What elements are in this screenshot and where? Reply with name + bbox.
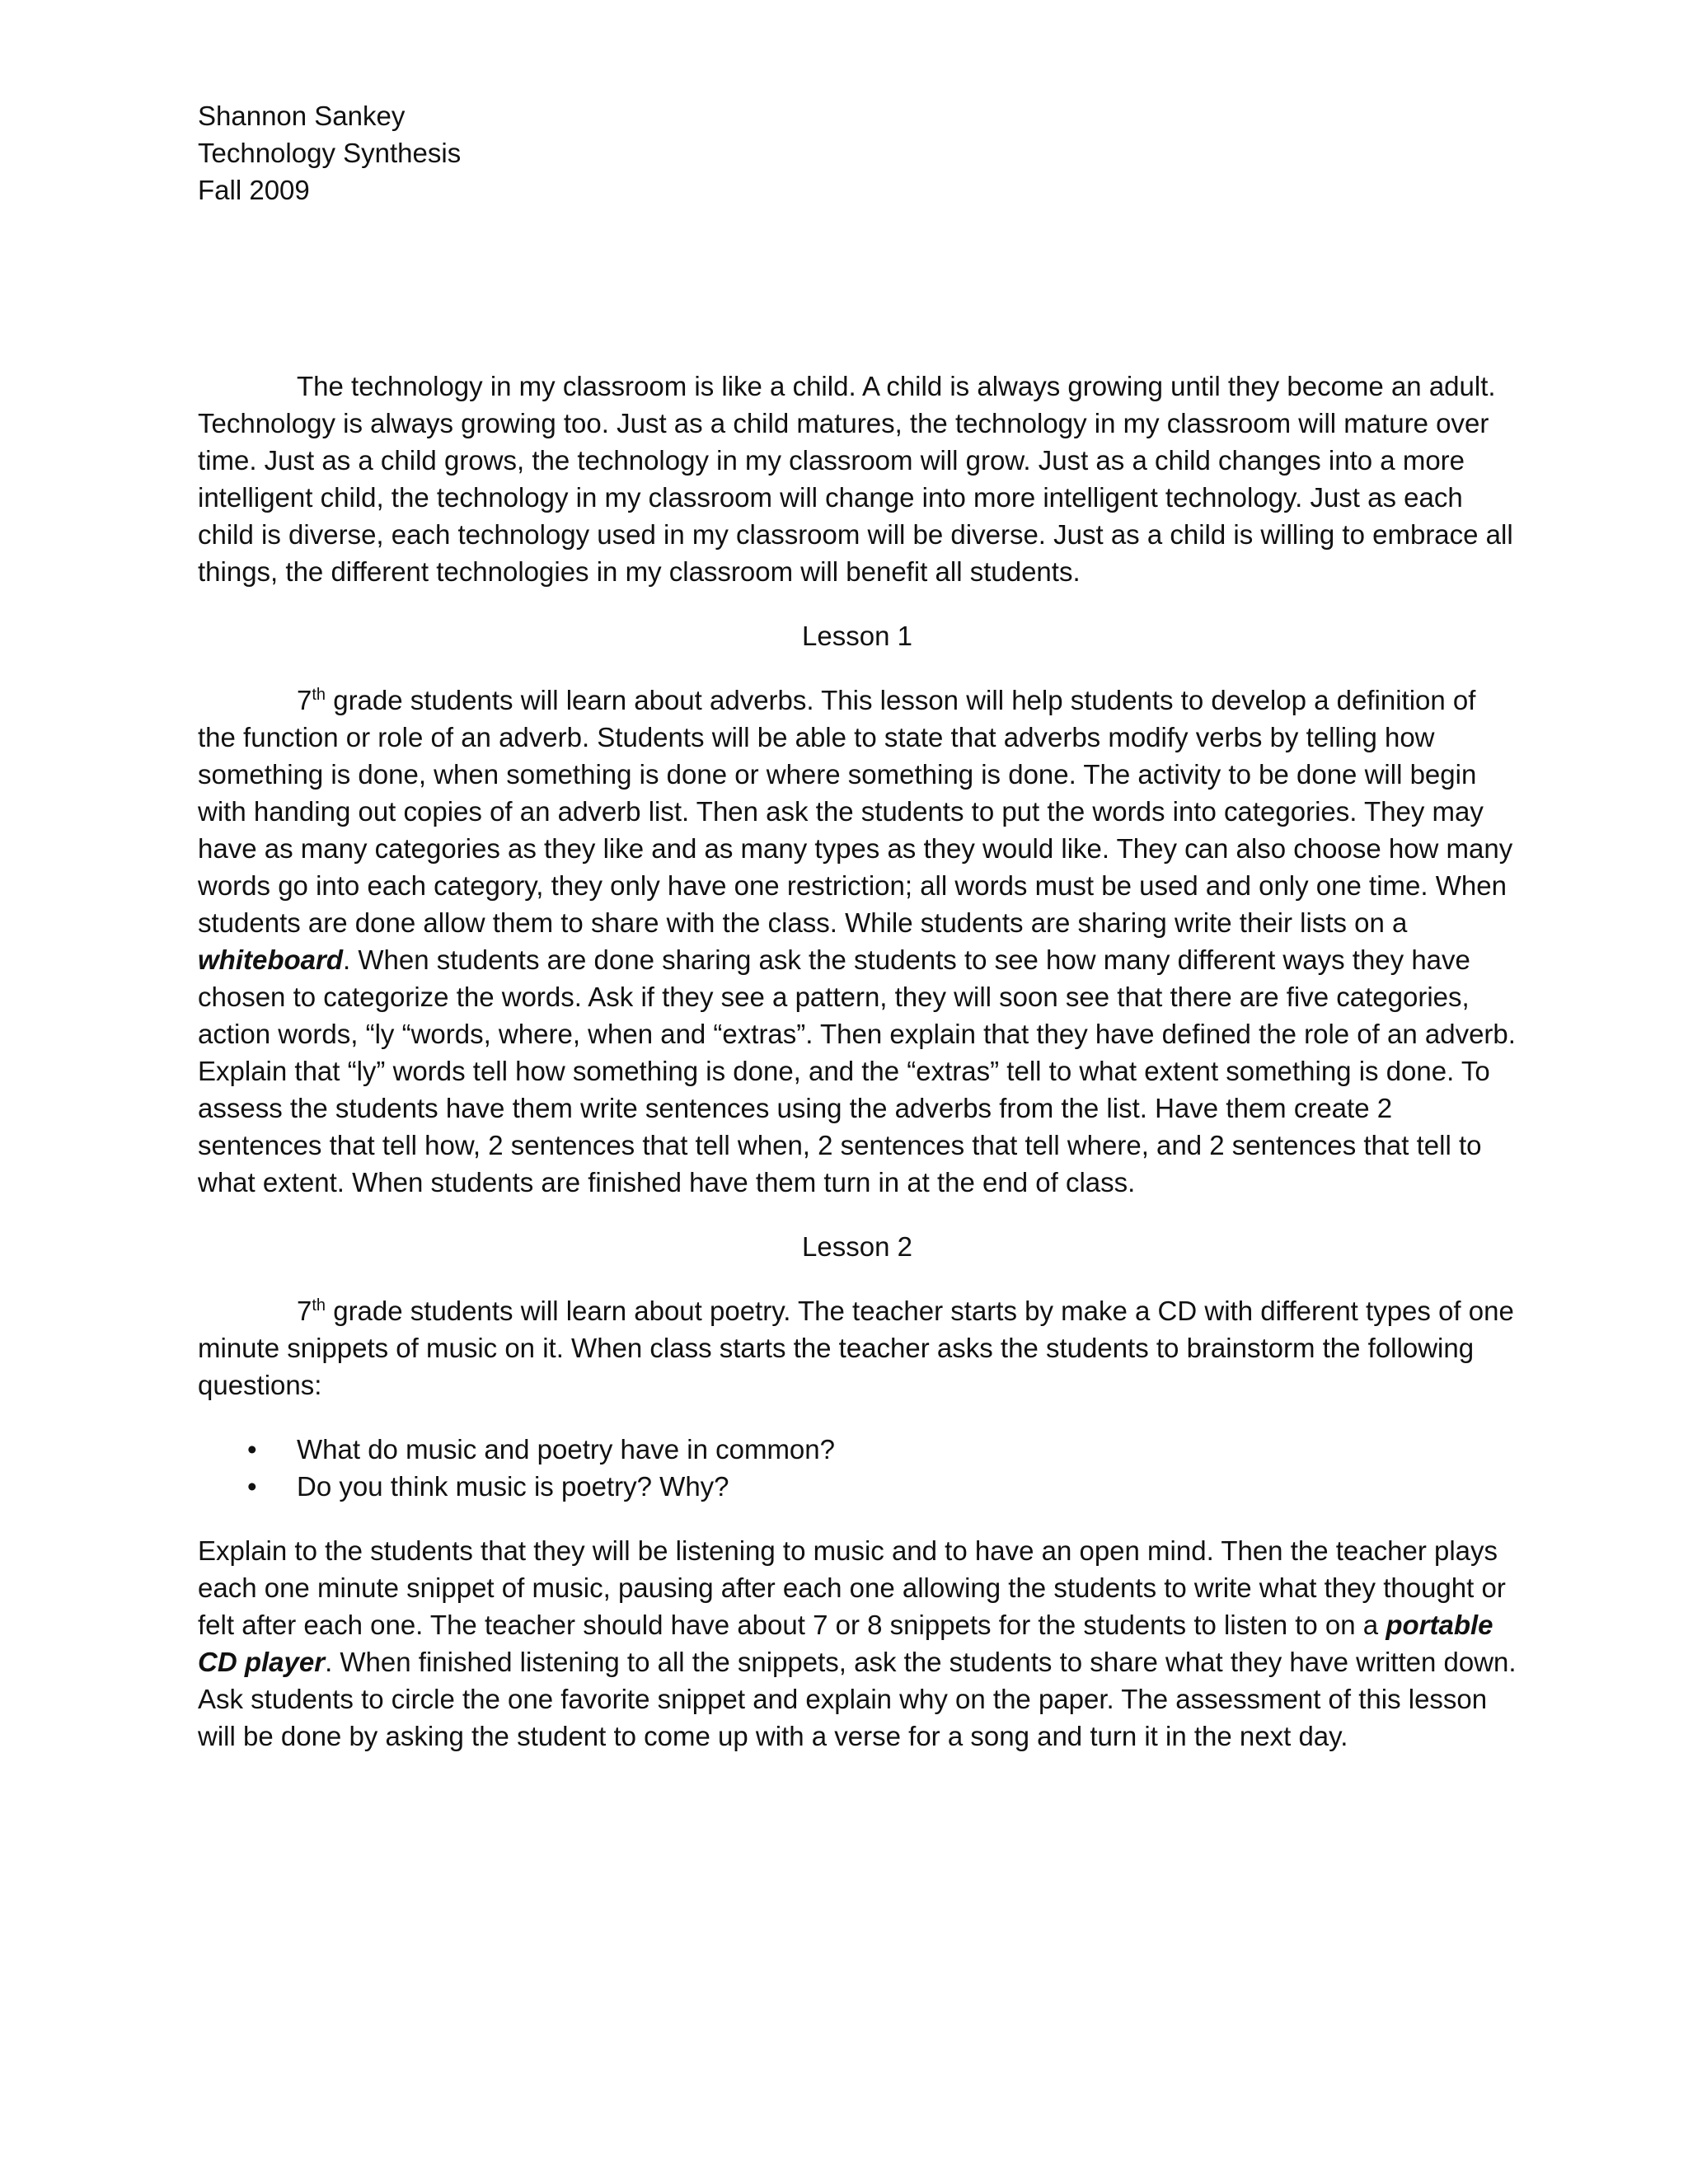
gap	[198, 654, 1517, 682]
intro-paragraph: The technology in my classroom is like a child. A child is always growing until they become an adult. Technology is always growing too. Just as a child matures, the technology in my classroom will mature over time. Just as a child grows, the technology in my classroom will grow. Just as a child changes into a more intelligent child, the technology in my classroom will change into more intelligent technology. Just as each child is diverse, each technology used in my classroom will be diverse. Just as a child is willing to embrace all things, the different technologies in my classroom will benefit all students.	[198, 371, 1513, 587]
lesson1-paragraph	[198, 682, 1517, 1201]
document-page	[198, 97, 1517, 1755]
document-header	[198, 97, 1517, 209]
question-text: Do you think music is poetry? Why?	[297, 1471, 729, 1502]
course-name: Technology Synthesis	[198, 138, 462, 168]
bullet-icon: •	[247, 1434, 257, 1465]
gap	[198, 1201, 1517, 1228]
gap	[198, 1265, 1517, 1292]
term: Fall 2009	[198, 175, 310, 205]
lesson2-technology: portable CD player	[198, 1610, 1493, 1677]
gap	[198, 1404, 1517, 1431]
lesson2-paragraph	[198, 1532, 1517, 1755]
lesson2-intro-paragraph	[198, 1292, 1517, 1404]
grade-number: 7	[297, 685, 312, 715]
lesson2-text-b: . When finished listening to all the snippets, ask the students to share what they have written down. Ask students to circle the one favorite snippet and explain why on the paper. The assessment of this lesson will be done by asking the student to come up with a verse for a song and turn it in the next day.	[198, 1647, 1517, 1751]
gap	[198, 1505, 1517, 1532]
lesson1-heading: Lesson 1	[802, 621, 912, 651]
list-item	[198, 1431, 1517, 1468]
author-name: Shannon Sankey	[198, 101, 406, 131]
lesson2-heading: Lesson 2	[802, 1231, 912, 1262]
question-text: What do music and poetry have in common?	[297, 1434, 835, 1465]
lesson1-technology: whiteboard	[198, 944, 344, 975]
lesson1-text-b: . When students are done sharing ask the students to see how many different ways they have chosen to categorize the words. Ask if they see a pattern, they will soon see that there are five categories, action words, “ly “words, where, when and “extras”. Then explain that they have defined the role of an adverb. Explain that “ly” words tell how something is done, and the “extras” tell to what extent something is done. To assess the students have them write sentences using the adverbs from the list. Have them create 2 sentences that tell how, 2 sentences that tell when, 2 sentences that tell where, and 2 sentences that tell to what extent. When students are finished have them turn in at the end of class.	[198, 944, 1516, 1197]
list-item	[198, 1468, 1517, 1505]
grade-number: 7	[297, 1296, 312, 1326]
lesson2-text-a: Explain to the students that they will be listening to music and to have an open mind. Then the teacher plays each one minute snippet of music, pausing after each one allowing the students to write what they thought or felt after each one. The teacher should have about 7 or 8 snippets for the students to listen to on a	[198, 1535, 1506, 1640]
lesson1-text-a: grade students will learn about adverbs. This lesson will help students to develop a definition of the function or role of an adverb. Students will be able to state that adverbs modify verbs by telling how something is done, when something is done or where something is done. The activity to be done will begin with handing out copies of an adverb list. Then ask the students to put the words into categories. They may have as many categories as they like and as many types as they would like. They can also choose how many words go into each category, they only have one restriction; all words must be used and only one time. When students are done allow them to share with the class. While students are sharing write their lists on a	[198, 685, 1513, 938]
bullet-icon: •	[247, 1471, 257, 1502]
header-gap	[198, 209, 1517, 368]
gap	[198, 590, 1517, 617]
grade-suffix: th	[312, 686, 326, 704]
grade-suffix: th	[312, 1296, 326, 1315]
lesson2-text-intro: grade students will learn about poetry. The teacher starts by make a CD with different types of one minute snippets of music on it. When class starts the teacher asks the students to brainstorm the following questions:	[198, 1296, 1514, 1400]
question-list	[198, 1431, 1517, 1505]
